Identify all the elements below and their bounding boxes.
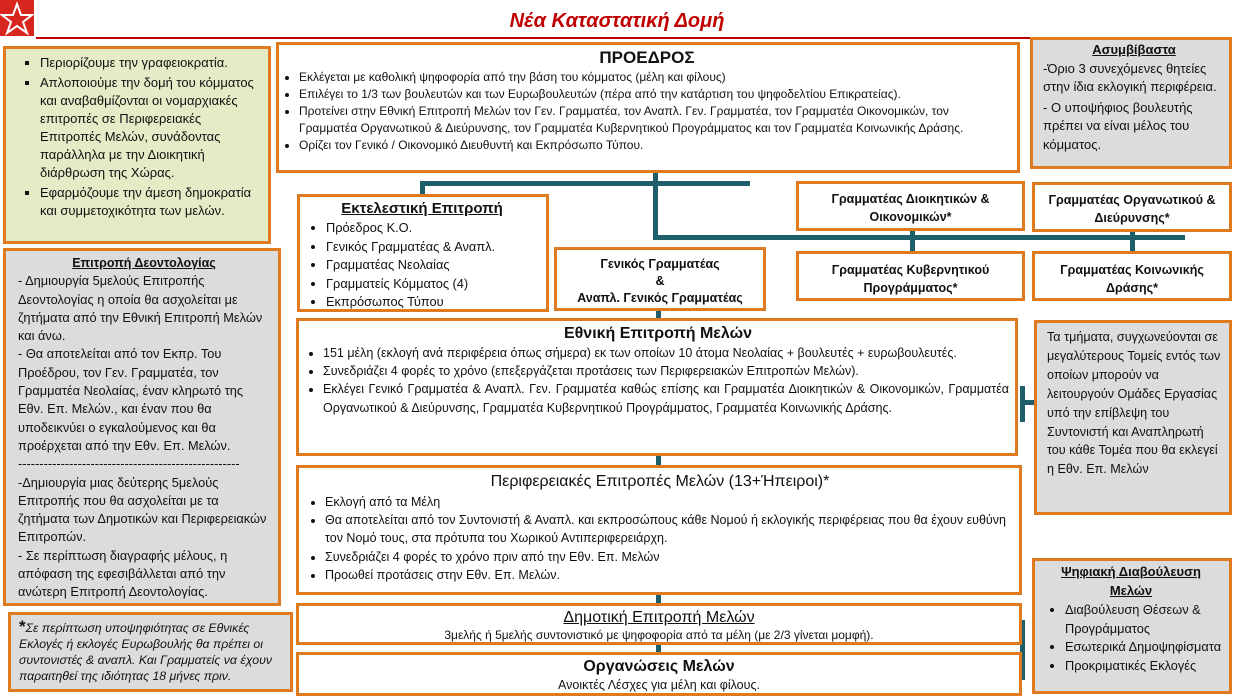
digital-item: • Εσωτερικά Δημοψηφίσματα (1065, 638, 1223, 657)
ethics-title: Επιτροπή Δεοντολογίας (72, 256, 216, 270)
president-box (276, 42, 1020, 173)
left-intro-box (3, 46, 271, 244)
organizations-text: Ανοικτές Λέσχες για μέλη και φίλους. (558, 678, 760, 692)
incompatible-box (1030, 37, 1232, 169)
member-organizations-box (296, 652, 1022, 696)
secretary-org-box (1032, 182, 1232, 232)
intro-item: ▪ Απλοποιούμε την δομή του κόμματος και αναβαθμίζονται οι νομαρχιακές επιτροπές σε Περιφερειακές Επιτροπές Μελών, συνάδοντας παράλληλα με την Διοικητική διάρθρωση της Χώρας. (40, 74, 262, 182)
president-item: • Εκλέγεται με καθολική ψηφοφορία από την βάση του κόμματος (μέλη και φίλους) (299, 69, 1009, 86)
executive-item: • Γραμματέας Νεολαίας (326, 256, 538, 275)
president-title: ΠΡΟΕΔΡΟΣ (599, 48, 695, 67)
national-item: • Συνεδριάζει 4 φορές το χρόνο (επεξεργάζεται προτάσεις των Περιφερειακών Επιτροπών Μελών). (323, 362, 1009, 380)
executive-committee-box (297, 194, 549, 312)
sectors-box (1034, 320, 1232, 515)
intro-item: ▪ Εφαρμόζουμε την άμεση δημοκρατία και συμμετοχικότητα των μελών. (40, 184, 262, 220)
incompatible-p1: -Όριο 3 συνεχόμενες θητείες στην ίδια εκλογική περιφέρεια. (1043, 60, 1217, 94)
ethics-p4: - Σε περίπτωση διαγραφής μέλους, η απόφαση της εφεσιβάλλεται από την ανώτερη Επιτροπή Δεοντολογίας. (18, 547, 228, 600)
footnote-text: Σε περίπτωση υποψηφιότητας σε Εθνικές Εκλογές ή εκλογές Ευρωβουλής θα πρέπει οι συντονιστές & αναπλ. Και Γραμματείς να έχουν παραιτηθεί της ιδιότητας 18 μήνες πριν. (19, 621, 273, 683)
footnote-star: * (19, 617, 26, 636)
regional-item: • Συνεδριάζει 4 φορές το χρόνο πριν από την Εθν. Επ. Μελών (325, 548, 1013, 566)
connector-left-branch (420, 181, 750, 186)
ethics-p2: - Θα αποτελείται από τον Εκπρ. Του Προέδρου, τον Γεν. Γραμματέα, τον Γραμματέα Νεολαίας, έναν κληρωτό της Εθν. Επ. Μελών., και έναν που θα υποδεικνύει ο εγκαλούμενος και θα προέρχεται από την Εθν. Επ. Μελών. (18, 346, 244, 453)
regional-item: • Εκλογή από τα Μέλη (325, 493, 1013, 511)
secretary-gov-box (796, 251, 1025, 301)
executive-item: • Πρόεδρος Κ.Ο. (326, 219, 538, 238)
regional-title: Περιφερειακές Επιτροπές Μελών (13+Ήπειροι)* (490, 473, 830, 490)
incompatible-title: Ασυμβίβαστα (1092, 42, 1176, 57)
digital-title: Ψηφιακή Διαβούλευση Μελών (1061, 564, 1201, 598)
president-item: • Ορίζει τον Γενικό / Οικονομικό Διευθυντή και Εκπρόσωπο Τύπου. (299, 137, 1009, 154)
secretary-social-box (1032, 251, 1232, 301)
secretary-gov-label: Γραμματέας Κυβερνητικού Προγράμματος* (831, 263, 990, 295)
president-item: • Επιλέγει το 1/3 των βουλευτών και των Ευρωβουλευτών (πέρα από την κατάρτιση του ψηφοδελτίου Επικρατείας). (299, 86, 1009, 103)
municipal-committee-box (296, 603, 1022, 645)
digital-consultation-box (1032, 558, 1232, 694)
connector-right-bus (655, 235, 1185, 240)
regional-item: • Προωθεί προτάσεις στην Εθν. Επ. Μελών. (325, 566, 1013, 584)
incompatible-p2: - Ο υποψήφιος βουλευτής πρέπει να είναι μέλος του κόμματος. (1043, 99, 1193, 152)
general-secretary-line2: & (655, 274, 665, 288)
ethics-separator: ---------------------------------------------------- (18, 456, 240, 472)
general-secretary-line3: Αναπλ. Γενικός Γραμματέας (577, 291, 743, 305)
executive-item: • Γραμματείς Κόμματος (4) (326, 275, 538, 294)
regional-item: • Θα αποτελείται από τον Συντονιστή & Αναπλ. και εκπροσώπους κάθε Νομού ή εκλογικής περιφέρειας που θα έχουν ευθύνη τον Νομό τους, στα πρότυπα του Χωρικού Αντιπεριφερειάρχη. (325, 511, 1013, 547)
municipal-text: 3μελής ή 5μελής συντονιστικό με ψηφοφορία από τα μέλη (με 2/3 γίνεται μομφή). (444, 628, 874, 642)
ethics-p3: -Δημιουργία μιας δεύτερης 5μελούς Επιτροπής που θα ασχολείται με τα ζητήματα των Δημοτικών και Περιφερειακών Επιτροπών. (18, 474, 267, 545)
connector-sector-link (1020, 400, 1034, 405)
general-secretary-line1: Γενικός Γραμματέας (600, 257, 720, 271)
national-item: • Εκλέγει Γενικό Γραμματέα & Αναπλ. Γεν. Γραμματέα καθώς επίσης και Γραμματέα Διοικητικών & Οικονομικών, Γραμματέα Οργανωτικού & Διεύρυνσης, Γραμματέα Κυβερνητικού Προγράμματος, Γραμματέα Κοινωνικής Δράσης. (323, 380, 1009, 416)
national-item: • 151 μέλη (εκλογή ανά περιφέρεια όπως σήμερα) εκ των οποίων 10 άτομα Νεολαίας + βουλευτές + ευρωβουλευτές. (323, 344, 1009, 362)
secretary-social-label: Γραμματέας Κοινωνικής Δράσης* (1060, 263, 1204, 295)
digital-item: • Προκριματικές Εκλογές (1065, 657, 1223, 676)
secretary-admin-label: Γραμματέας Διοικητικών & Οικονομικών* (831, 192, 990, 224)
executive-item: • Εκπρόσωπος Τύπου (326, 293, 538, 312)
digital-item: • Διαβούλευση Θέσεων & Προγράμματος (1065, 601, 1223, 638)
national-title: Εθνική Επιτροπή Μελών (563, 325, 753, 342)
secretary-admin-box (796, 181, 1025, 231)
executive-title: Εκτελεστική Επιτροπή (341, 200, 503, 217)
national-committee-box (296, 318, 1018, 456)
ethics-committee-box (3, 248, 281, 606)
sectors-text: Τα τμήματα, συγχωνεύονται σε μεγαλύτερους Τομείς εντός των οποίων μπορούν να λειτουργούν Ομάδες Εργασίας υπό την επίβλεψη του Συντονιστή και Αναπληρωτή του κάθε Τομέα που θα εκλεγεί η Εθν. Επ. Μελών (1047, 330, 1221, 477)
executive-item: • Γενικός Γραμματέας & Αναπλ. (326, 238, 538, 257)
footnote-box (8, 612, 293, 692)
page-title: Νέα Καταστατική Δομή (509, 10, 725, 32)
municipal-title: Δημοτική Επιτροπή Μελών (563, 609, 755, 626)
regional-committee-box (296, 465, 1022, 595)
intro-item: ▪ Περιορίζουμε την γραφειοκρατία. (40, 54, 262, 72)
secretary-org-label: Γραμματέας Οργανωτικού & Διεύρυνσης* (1048, 193, 1216, 225)
general-secretary-box (554, 247, 766, 311)
organizations-title: Οργανώσεις Μελών (583, 658, 735, 675)
ethics-p1: - Δημιουργία 5μελούς Επιτροπής Δεοντολογίας η οποία θα ασχολείται με ζητήματα από την Εθνική Επιτροπή Μελών και άνω. (18, 273, 263, 344)
president-item: • Προτείνει στην Εθνική Επιτροπή Μελών τον Γεν. Γραμματέα, τον Αναπλ. Γεν. Γραμματέα, τον Γραμματέα Οικονομικών, τον Γραμματέα Οργανωτικού & Διεύρυνσης, τον Γραμματέα Κυβερνητικού Προγράμματος και τον Γραμματέα Κοινωνικής Δράσης. (299, 103, 1009, 137)
